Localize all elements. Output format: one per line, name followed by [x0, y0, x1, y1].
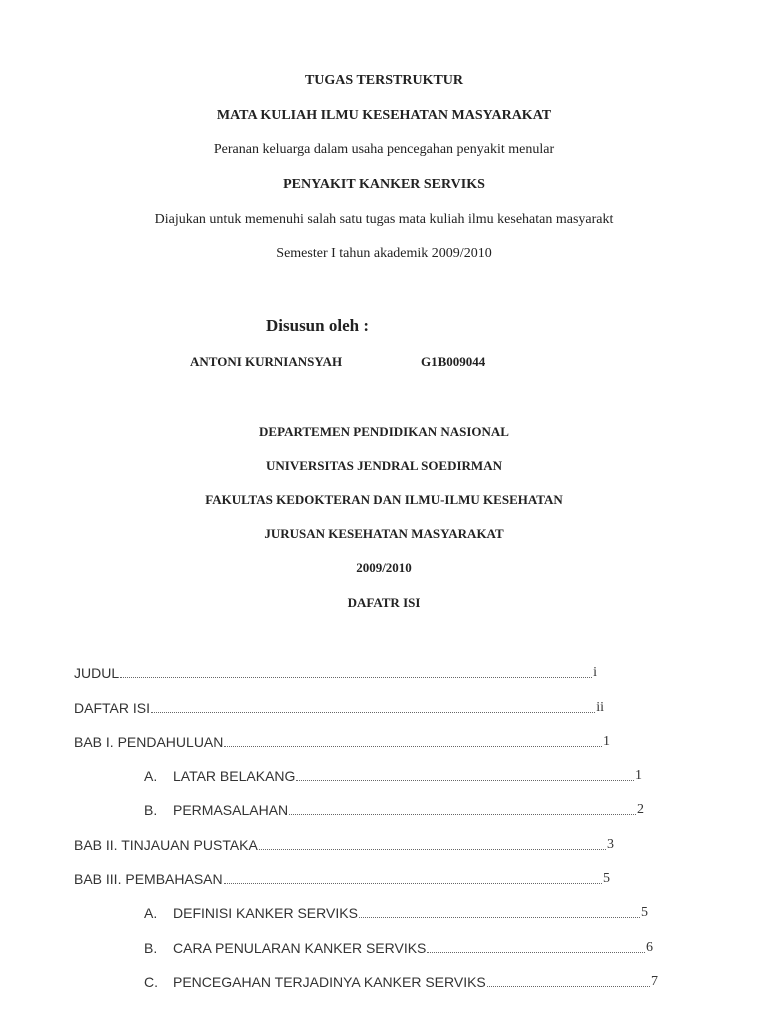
toc-heading: DAFATR ISI [347, 595, 421, 610]
toc-entry[interactable] [144, 973, 658, 991]
toc-entry[interactable] [144, 767, 642, 785]
toc-page: 6 [646, 940, 653, 955]
toc-page: 5 [603, 871, 610, 886]
toc-letter: A. [144, 768, 158, 784]
toc-entry[interactable] [74, 870, 610, 888]
toc-page: 1 [603, 734, 610, 749]
toc-letter: C. [144, 974, 158, 990]
leader-dots [296, 780, 634, 781]
institution-line: UNIVERSITAS JENDRAL SOEDIRMAN [266, 458, 502, 473]
leader-dots [259, 849, 606, 850]
leader-dots [224, 746, 602, 747]
leader-dots [120, 677, 592, 678]
toc-page: 5 [641, 905, 648, 920]
toc-entry[interactable] [144, 904, 648, 922]
purpose: Diajukan untuk memenuhi salah satu tugas mata kuliah ilmu kesehatan masyarakt [154, 212, 614, 227]
toc-entry[interactable] [144, 939, 653, 957]
toc-letter: B. [144, 940, 158, 956]
leader-dots [151, 712, 595, 713]
semester: Semester I tahun akademik 2009/2010 [276, 246, 492, 261]
toc-entry[interactable] [74, 699, 604, 717]
toc-page: 7 [651, 974, 658, 989]
toc-label: BAB I. PENDAHULUAN [74, 734, 224, 750]
toc-entry[interactable] [144, 801, 644, 819]
author-id: G1B009044 [421, 354, 486, 369]
leader-dots [427, 952, 645, 953]
institution-line: JURUSAN KESEHATAN MASYARAKAT [264, 526, 504, 541]
theme: Peranan keluarga dalam usaha pencegahan penyakit menular [213, 142, 555, 157]
toc-label: LATAR BELAKANG [173, 768, 296, 784]
toc-entry[interactable] [74, 836, 614, 854]
toc-label: BAB II. TINJAUAN PUSTAKA [74, 837, 258, 853]
toc-page: 3 [607, 837, 614, 852]
toc-label: BAB III. PEMBAHASAN [74, 871, 223, 887]
topic: PENYAKIT KANKER SERVIKS [283, 177, 485, 192]
toc-label: DEFINISI KANKER SERVIKS [173, 905, 358, 921]
course-name: MATA KULIAH ILMU KESEHATAN MASYARAKAT [216, 108, 552, 123]
author-label: Disusun oleh : [266, 316, 369, 335]
toc-label: CARA PENULARAN KANKER SERVIKS [173, 940, 427, 956]
toc-label: DAFTAR ISI [74, 700, 150, 716]
leader-dots [359, 917, 640, 918]
toc-entry[interactable] [74, 664, 597, 682]
toc-label: JUDUL [74, 665, 120, 681]
toc-page: 2 [637, 802, 644, 817]
toc-letter: B. [144, 802, 158, 818]
institution-line: FAKULTAS KEDOKTERAN DAN ILMU-ILMU KESEHATAN [205, 492, 563, 507]
toc-entry[interactable] [74, 733, 610, 751]
institution-year: 2009/2010 [356, 560, 412, 575]
leader-dots [289, 814, 636, 815]
toc-page: i [593, 665, 597, 680]
toc-page: ii [596, 700, 604, 715]
toc-label: PERMASALAHAN [173, 802, 289, 818]
toc-label: PENCEGAHAN TERJADINYA KANKER SERVIKS [173, 974, 486, 990]
institution-line: DEPARTEMEN PENDIDIKAN NASIONAL [259, 424, 509, 439]
toc-letter: A. [144, 905, 158, 921]
doc-title: TUGAS TERSTRUKTUR [304, 73, 464, 88]
author-name: ANTONI KURNIANSYAH [190, 354, 343, 369]
leader-dots [487, 986, 650, 987]
leader-dots [224, 883, 602, 884]
toc-page: 1 [635, 768, 642, 783]
